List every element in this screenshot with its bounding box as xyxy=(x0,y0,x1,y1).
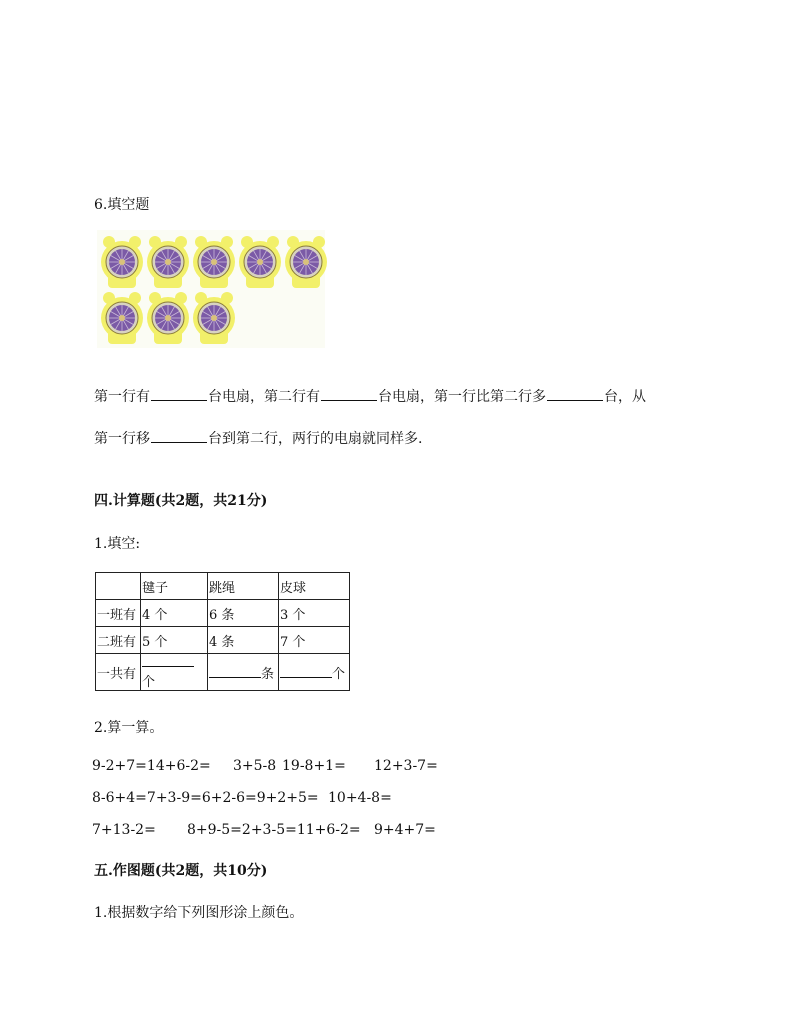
text-difference: 台电扇，第一行比第二行多 xyxy=(378,389,546,405)
text-row1-has: 第一行有 xyxy=(94,389,150,405)
text-from: 台，从 xyxy=(604,389,646,405)
table-header-cell: 跳绳 xyxy=(208,573,279,600)
section-4-q1-title: 1.填空: xyxy=(94,536,141,552)
table-row xyxy=(96,627,350,654)
table-cell: 一共有 xyxy=(96,654,141,691)
blank-total-ball[interactable] xyxy=(280,665,332,678)
question-6-line-1 xyxy=(94,386,646,406)
question-6-title: 6.填空题 xyxy=(94,197,150,213)
electric-fan-icon xyxy=(192,290,236,346)
table-cell: 7 个 xyxy=(279,627,350,654)
electric-fan-icon xyxy=(100,290,144,346)
blank-row1-count[interactable] xyxy=(151,386,207,401)
table-cell: 4 个 xyxy=(141,600,208,627)
electric-fan-icon xyxy=(100,234,144,290)
table-total-cell[interactable] xyxy=(208,654,279,691)
calc-expression: 9-2+7=14+6-2= xyxy=(92,758,211,774)
section-5-heading: 五.作图题(共2题，共10分) xyxy=(94,863,268,879)
table-cell: 4 条 xyxy=(208,627,279,654)
calc-expression: 3+5-8 xyxy=(233,758,277,774)
electric-fan-icon xyxy=(146,234,190,290)
table-header-cell xyxy=(96,573,141,600)
table-header-cell: 皮球 xyxy=(279,573,350,600)
section-4-heading: 四.计算题(共2题，共21分) xyxy=(94,493,268,509)
unit-label: 个 xyxy=(332,666,346,682)
table-cell: 6 条 xyxy=(208,600,279,627)
blank-total-rope[interactable] xyxy=(209,665,261,678)
electric-fan-icon xyxy=(192,234,236,290)
table-row xyxy=(96,600,350,627)
table-header-cell: 毽子 xyxy=(141,573,208,600)
table-header-row xyxy=(96,573,350,600)
fan-picture xyxy=(97,230,325,348)
calc-expression: 8-6+4=7+3-9=6+2-6=9+2+5= xyxy=(92,790,319,806)
calc-expression: 12+3-7= xyxy=(374,758,438,774)
blank-total-shuttlecock[interactable] xyxy=(142,654,194,667)
fill-table xyxy=(95,572,350,691)
calc-expression: 8+9-5=2+3-5=11+6-2= xyxy=(187,822,361,838)
electric-fan-icon xyxy=(238,234,282,290)
table-cell: 一班有 xyxy=(96,600,141,627)
blank-difference[interactable] xyxy=(547,386,603,401)
electric-fan-icon xyxy=(284,234,328,290)
question-6-line-2 xyxy=(94,428,422,448)
calc-expression: 10+4-8= xyxy=(328,790,392,806)
section-4-q2-title: 2.算一算。 xyxy=(94,720,164,736)
text-move: 第一行移 xyxy=(94,431,150,447)
unit-label: 个 xyxy=(142,675,156,690)
text-row2-has: 台电扇，第二行有 xyxy=(208,389,320,405)
blank-row2-count[interactable] xyxy=(321,386,377,401)
table-cell: 5 个 xyxy=(141,627,208,654)
calc-expression: 9+4+7= xyxy=(374,822,436,838)
calc-expression: 19-8+1= xyxy=(282,758,346,774)
electric-fan-icon xyxy=(146,290,190,346)
table-total-cell[interactable] xyxy=(279,654,350,691)
text-same: 台到第二行，两行的电扇就同样多. xyxy=(208,431,423,447)
unit-label: 条 xyxy=(261,666,275,682)
calc-expression: 7+13-2= xyxy=(92,822,156,838)
table-cell: 二班有 xyxy=(96,627,141,654)
section-5-q1-title: 1.根据数字给下列图形涂上颜色。 xyxy=(94,905,304,921)
table-cell: 3 个 xyxy=(279,600,350,627)
table-total-row xyxy=(96,654,350,691)
blank-move-count[interactable] xyxy=(151,428,207,443)
table-total-cell[interactable] xyxy=(141,654,208,691)
